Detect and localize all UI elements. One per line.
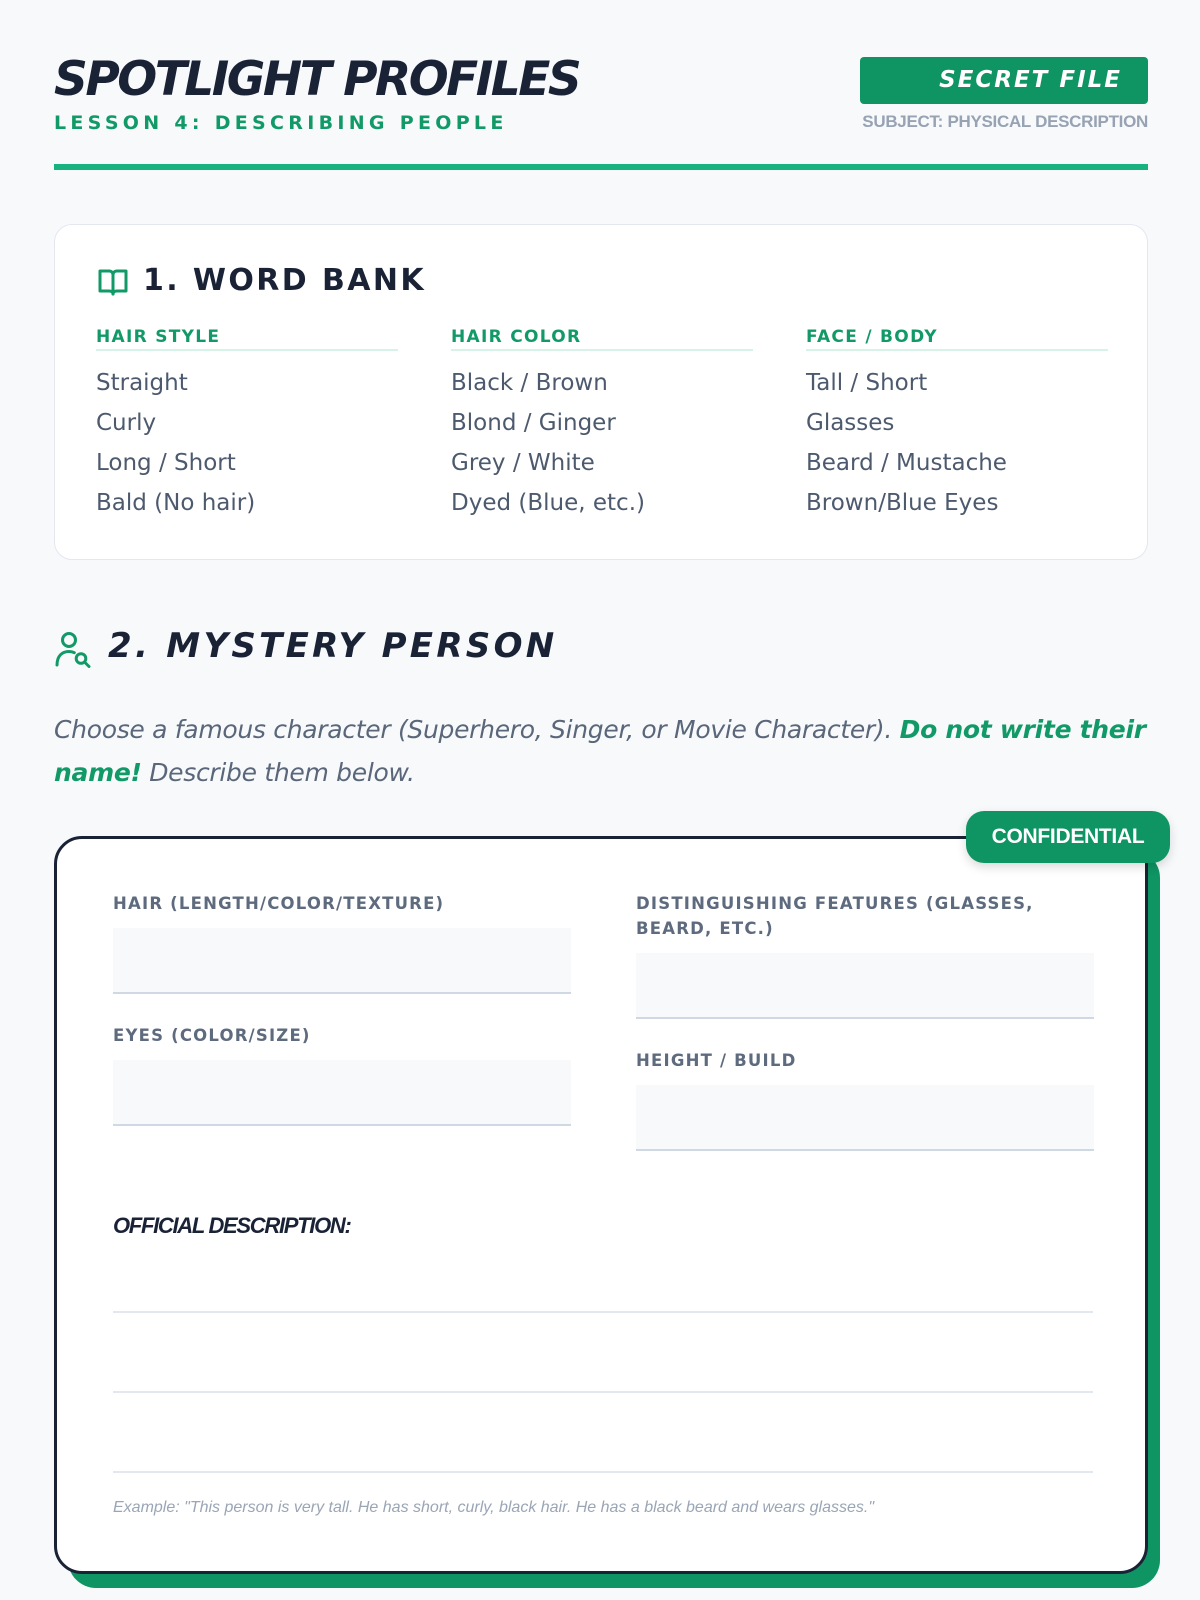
word-bank-title: 1. WORD BANK [143, 263, 426, 298]
page-title: SPOTLIGHT PROFILES [54, 52, 580, 107]
description-writing-line[interactable] [113, 1471, 1093, 1473]
eyes-field [113, 1023, 571, 1126]
mystery-person-heading [54, 626, 754, 670]
word-bank-column-hair-color [451, 327, 753, 523]
word-bank-item: Curly [96, 410, 157, 436]
word-bank-item: Grey / White [451, 450, 595, 476]
column-heading: HAIR COLOR [451, 327, 753, 351]
word-bank-item: Black / Brown [451, 370, 608, 396]
hair-input[interactable] [113, 928, 571, 994]
person-search-icon [54, 630, 92, 668]
word-bank-item: Bald (No hair) [96, 490, 256, 516]
instructions-warning: Do not write their name! [54, 715, 1146, 787]
height-input[interactable] [636, 1085, 1094, 1151]
word-bank-item: Long / Short [96, 450, 236, 476]
word-bank-item: Straight [96, 370, 188, 396]
description-writing-line[interactable] [113, 1391, 1093, 1393]
instructions-text [54, 708, 1148, 794]
word-bank-column-hair-style [96, 327, 398, 523]
example-text: Example: "This person is very tall. He has short, curly, black hair. He has a black beard and wears glasses." [113, 1499, 875, 1516]
secret-file-badge: SECRET FILE [860, 57, 1148, 104]
lesson-subtitle: LESSON 4: DESCRIBING PEOPLE [54, 112, 508, 134]
hair-field [113, 891, 571, 994]
subject-label: SUBJECT: PHYSICAL DESCRIPTION [862, 112, 1148, 131]
word-bank-item: Brown/Blue Eyes [806, 490, 999, 516]
description-writing-line[interactable] [113, 1311, 1093, 1313]
header-divider [54, 164, 1148, 170]
height-field [636, 1048, 1094, 1151]
mystery-person-title: 2. MYSTERY PERSON [108, 626, 558, 666]
features-input[interactable] [636, 953, 1094, 1019]
eyes-input[interactable] [113, 1060, 571, 1126]
word-bank-card [54, 224, 1148, 560]
confidential-file-card [54, 836, 1148, 1574]
column-heading: HAIR STYLE [96, 327, 398, 351]
features-field [636, 891, 1094, 1019]
official-description-label: OFFICIAL DESCRIPTION: [113, 1213, 351, 1238]
word-bank-item: Beard / Mustache [806, 450, 1007, 476]
instructions-outro: Describe them below. [141, 758, 415, 787]
word-bank-item: Dyed (Blue, etc.) [451, 490, 645, 516]
word-bank-item: Tall / Short [806, 370, 928, 396]
word-bank-item: Blond / Ginger [451, 410, 616, 436]
instructions-intro: Choose a famous character (Superhero, Singer, or Movie Character). [54, 715, 900, 744]
confidential-badge: CONFIDENTIAL [966, 811, 1170, 863]
eyes-field-label: EYES (COLOR/SIZE) [113, 1026, 311, 1045]
features-field-label: DISTINGUISHING FEATURES (GLASSES, BEARD, ETC.) [636, 894, 1034, 938]
column-heading: FACE / BODY [806, 327, 1108, 351]
height-field-label: HEIGHT / BUILD [636, 1051, 797, 1070]
worksheet-header [54, 50, 1148, 170]
word-bank-column-face-body [806, 327, 1108, 523]
hair-field-label: HAIR (LENGTH/COLOR/TEXTURE) [113, 894, 445, 913]
book-icon [97, 267, 129, 297]
word-bank-item: Glasses [806, 410, 895, 436]
